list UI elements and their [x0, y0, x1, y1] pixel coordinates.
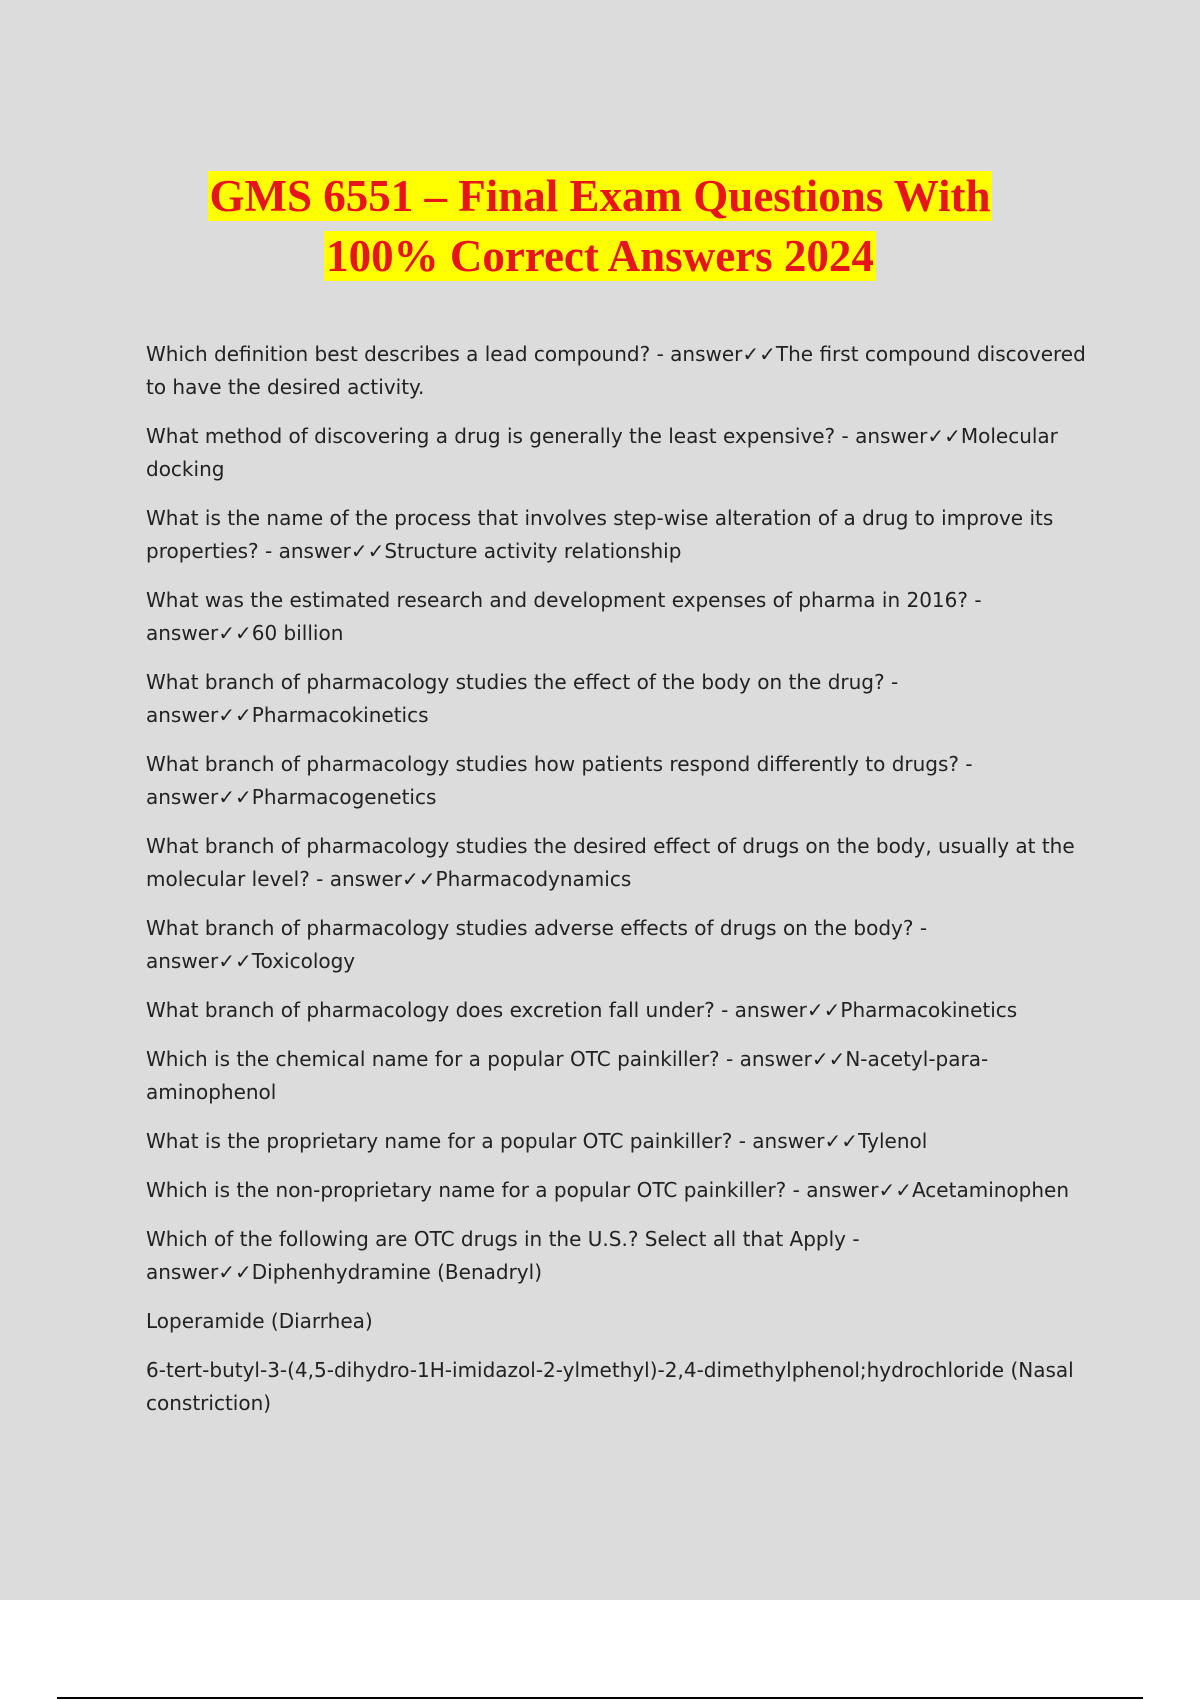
- question-answer-item: What is the proprietary name for a popular OTC painkiller? - answer✓✓Tylenol: [146, 1129, 928, 1153]
- question-answer-item: What branch of pharmacology studies the desired effect of drugs on the body, usually at the molecular level? - answer✓✓Pharmacodynamics: [146, 834, 1075, 891]
- question-answer-item: Which is the chemical name for a popular OTC painkiller? - answer✓✓N-acetyl-para-aminophenol: [146, 1047, 989, 1104]
- question-answer-item: What method of discovering a drug is generally the least expensive? - answer✓✓Molecular docking: [146, 424, 1058, 481]
- question-list: [146, 338, 1091, 1436]
- question-answer-item: Which definition best describes a lead compound? - answer✓✓The first compound discovered to have the desired activity.: [146, 342, 1086, 399]
- question-answer-item: What branch of pharmacology studies how patients respond differently to drugs? - answer✓✓Pharmacogenetics: [146, 752, 973, 809]
- page-divider: [57, 1697, 1143, 1699]
- question-answer-item: What was the estimated research and development expenses of pharma in 2016? - answer✓✓60 billion: [146, 588, 982, 645]
- answer-continuation: Loperamide (Diarrhea): [146, 1309, 373, 1333]
- title-line-1: GMS 6551 – Final Exam Questions With: [209, 171, 991, 221]
- question-answer-item: Which of the following are OTC drugs in the U.S.? Select all that Apply - answer✓✓Diphenhydramine (Benadryl): [146, 1227, 860, 1284]
- question-answer-item: What branch of pharmacology studies the effect of the body on the drug? - answer✓✓Pharmacokinetics: [146, 670, 899, 727]
- title-line-2: 100% Correct Answers 2024: [326, 231, 874, 281]
- document-title: [0, 166, 1200, 286]
- question-answer-item: What is the name of the process that involves step-wise alteration of a drug to improve its properties? - answer✓✓Structure activity relationship: [146, 506, 1054, 563]
- question-answer-item: Which is the non-proprietary name for a popular OTC painkiller? - answer✓✓Acetaminophen: [146, 1178, 1070, 1202]
- question-answer-item: What branch of pharmacology studies adverse effects of drugs on the body? - answer✓✓Toxicology: [146, 916, 928, 973]
- question-answer-item: What branch of pharmacology does excretion fall under? - answer✓✓Pharmacokinetics: [146, 998, 1018, 1022]
- answer-continuation: 6-tert-butyl-3-(4,5-dihydro-1H-imidazol-2-ylmethyl)-2,4-dimethylphenol;hydrochloride (Nasal constriction): [146, 1358, 1074, 1415]
